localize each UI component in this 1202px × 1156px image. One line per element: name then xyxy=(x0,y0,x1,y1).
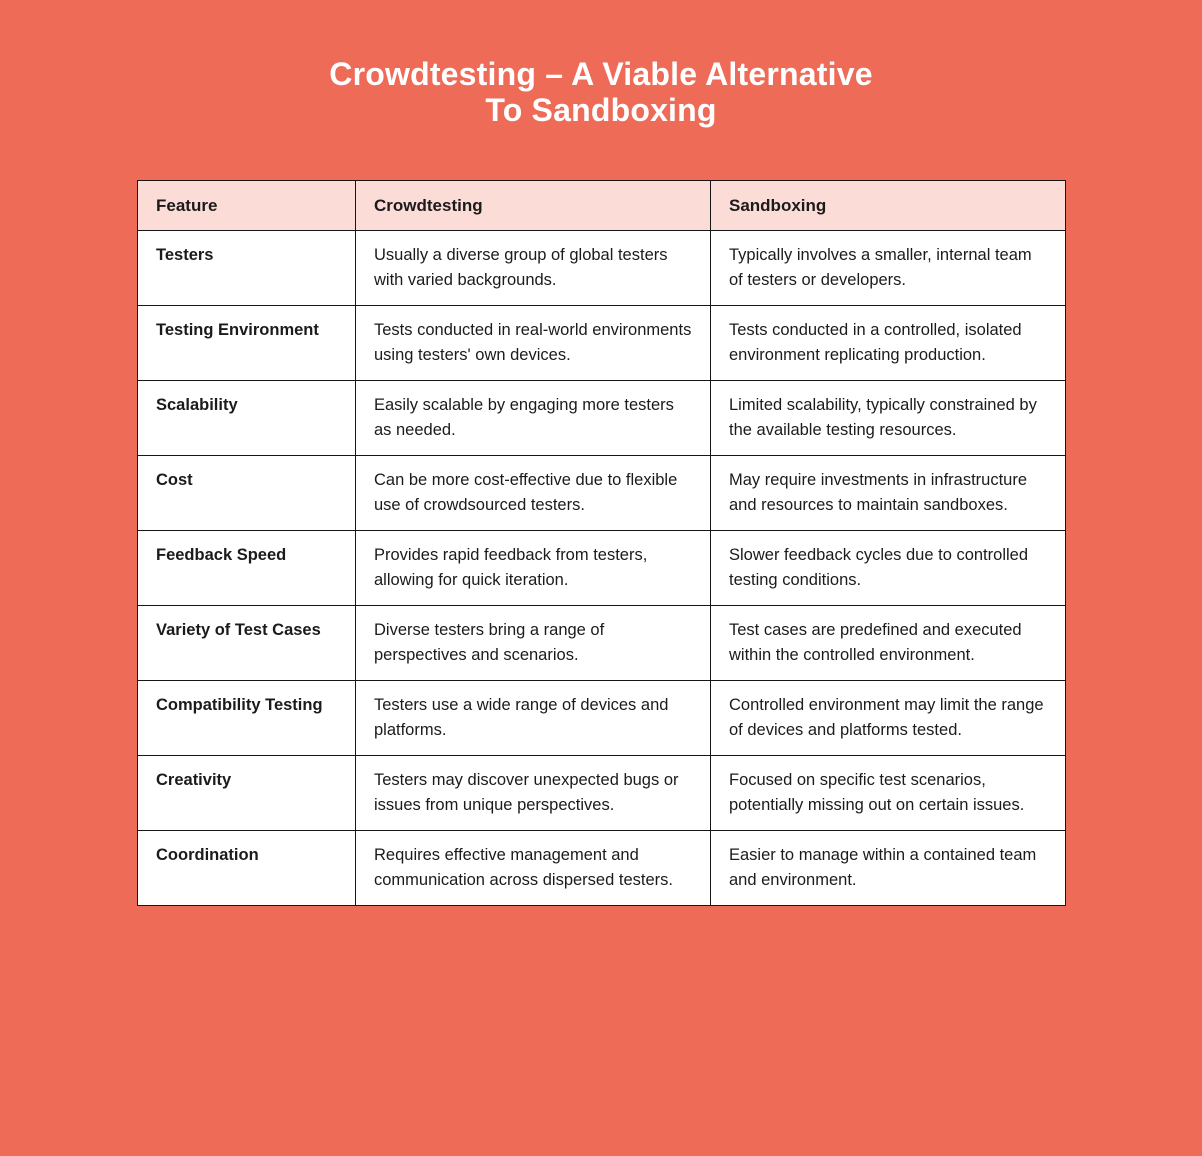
table-row xyxy=(138,756,1066,831)
feature-cell: Cost xyxy=(138,456,356,531)
feature-cell: Feedback Speed xyxy=(138,531,356,606)
crowdtesting-cell: Usually a diverse group of global testers with varied backgrounds. xyxy=(356,231,711,306)
table-row xyxy=(138,306,1066,381)
crowdtesting-cell: Easily scalable by engaging more testers as needed. xyxy=(356,381,711,456)
table-body xyxy=(138,231,1066,906)
crowdtesting-cell: Tests conducted in real-world environments using testers' own devices. xyxy=(356,306,711,381)
feature-cell: Scalability xyxy=(138,381,356,456)
sandboxing-cell: May require investments in infrastructure and resources to maintain sandboxes. xyxy=(711,456,1066,531)
feature-cell: Testers xyxy=(138,231,356,306)
feature-cell: Coordination xyxy=(138,831,356,906)
feature-cell: Creativity xyxy=(138,756,356,831)
table-row xyxy=(138,531,1066,606)
comparison-table-container xyxy=(137,180,1065,906)
table-row xyxy=(138,606,1066,681)
header-crowdtesting: Crowdtesting xyxy=(356,181,711,231)
sandboxing-cell: Typically involves a smaller, internal team of testers or developers. xyxy=(711,231,1066,306)
sandboxing-cell: Easier to manage within a contained team and environment. xyxy=(711,831,1066,906)
page-title-line-2: To Sandboxing xyxy=(485,92,717,128)
sandboxing-cell: Limited scalability, typically constrained by the available testing resources. xyxy=(711,381,1066,456)
crowdtesting-cell: Can be more cost-effective due to flexible use of crowdsourced testers. xyxy=(356,456,711,531)
table-row xyxy=(138,381,1066,456)
crowdtesting-cell: Provides rapid feedback from testers, allowing for quick iteration. xyxy=(356,531,711,606)
table-row xyxy=(138,681,1066,756)
header-sandboxing: Sandboxing xyxy=(711,181,1066,231)
feature-cell: Testing Environment xyxy=(138,306,356,381)
header-row xyxy=(138,181,1066,231)
comparison-table xyxy=(137,180,1066,906)
sandboxing-cell: Slower feedback cycles due to controlled testing conditions. xyxy=(711,531,1066,606)
sandboxing-cell: Test cases are predefined and executed within the controlled environment. xyxy=(711,606,1066,681)
feature-cell: Variety of Test Cases xyxy=(138,606,356,681)
table-header xyxy=(138,181,1066,231)
sandboxing-cell: Focused on specific test scenarios, potentially missing out on certain issues. xyxy=(711,756,1066,831)
table-row xyxy=(138,456,1066,531)
crowdtesting-cell: Diverse testers bring a range of perspectives and scenarios. xyxy=(356,606,711,681)
crowdtesting-cell: Requires effective management and communication across dispersed testers. xyxy=(356,831,711,906)
crowdtesting-cell: Testers use a wide range of devices and platforms. xyxy=(356,681,711,756)
page-title xyxy=(0,0,1202,128)
sandboxing-cell: Controlled environment may limit the range of devices and platforms tested. xyxy=(711,681,1066,756)
table-row xyxy=(138,231,1066,306)
table-row xyxy=(138,831,1066,906)
sandboxing-cell: Tests conducted in a controlled, isolated environment replicating production. xyxy=(711,306,1066,381)
header-feature: Feature xyxy=(138,181,356,231)
page-title-line-1: Crowdtesting – A Viable Alternative xyxy=(329,56,873,92)
crowdtesting-cell: Testers may discover unexpected bugs or issues from unique perspectives. xyxy=(356,756,711,831)
feature-cell: Compatibility Testing xyxy=(138,681,356,756)
